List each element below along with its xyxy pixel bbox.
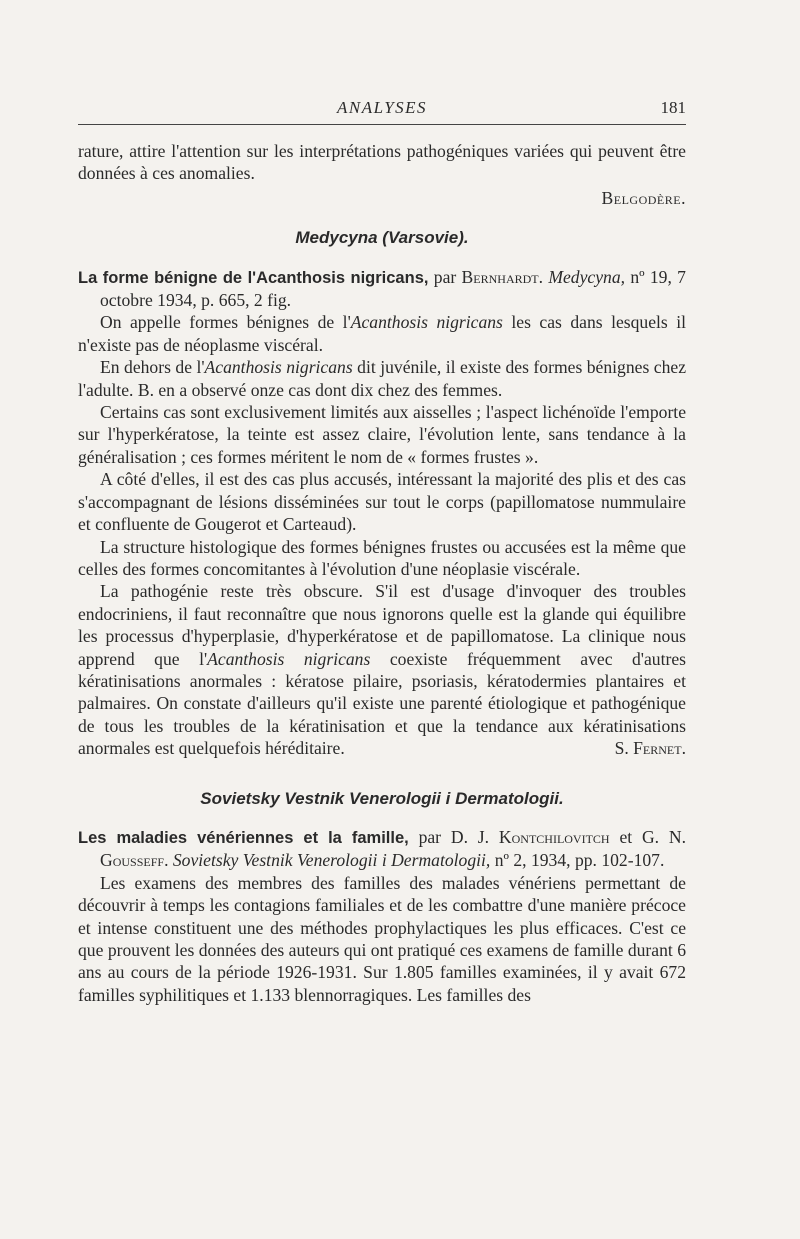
journal-heading-medycyna: Medycyna (Varsovie). xyxy=(295,228,469,248)
page-number: 181 xyxy=(660,98,686,117)
paragraph: A côté d'elles, il est des cas plus accusés, intéressant la majorité des plis et des cas s'accompagnant de lésions disséminées sur tout le corps (papillomatose nummulaire et confluente de Gougerot et Carteaud). xyxy=(78,469,686,535)
journal-heading-sovietsky: Sovietsky Vestnik Venerologii i Dermatologii. xyxy=(200,788,564,808)
author-name: Bernhardt. xyxy=(461,266,544,287)
author-name: Gousseff. xyxy=(100,850,169,871)
page-header xyxy=(78,96,686,125)
article-title: Les maladies vénériennes et la famille, xyxy=(78,828,409,847)
citation-journal: Medycyna, xyxy=(548,266,626,287)
paragraph: En dehors de l'Acanthosis nigricans dit juvénile, il existe des formes bénignes chez l'adulte. B. en a observé onze cas dont dix chez des femmes. xyxy=(78,357,686,400)
citation-details: nº 19, 7 octobre 1934, p. 665, 2 fig. xyxy=(100,266,686,311)
signature-fernet: S. Fernet. xyxy=(614,738,686,759)
and-word: et G. N. xyxy=(619,826,687,847)
article-reference-maladies xyxy=(78,826,686,872)
article-reference-acanthosis xyxy=(78,266,686,312)
running-title: ANALYSES xyxy=(336,98,428,117)
citation-journal: Sovietsky Vestnik Venerologii i Dermatologii, xyxy=(172,850,491,871)
paragraph: La structure histologique des formes bénignes frustes ou accusées est la même que celles des formes concomitantes à l'évolution d'une néoplasie viscérale. xyxy=(78,536,686,579)
article-title: La forme bénigne de l'Acanthosis nigricans, xyxy=(78,268,429,287)
paragraph: Certains cas sont exclusivement limités aux aisselles ; l'aspect lichénoïde l'emporte sur l'hyperkératose, la teinte est assez claire, l'évolution lente, sans tendance à la généralisation ; ces formes méritent le nom de « formes frustes ». xyxy=(78,402,686,467)
paragraph: La pathogénie reste très obscure. S'il est d'usage d'invoquer des troubles endocriniens, il faut reconnaître que nous ignorons quelle est la glande qui équilibre les processus d'hyperplasie, d'hyperkératose et de papillomatose. La clinique nous apprend que l'Acanthosis nigricans coexiste fréquemment avec d'autres kératinisations anormales : kératose pilaire, psoriasis, kératodermies plantaires et palmaires. On constate d'ailleurs qu'il existe une parenté étiologique et pathogénique de tous les troubles de la kératinisation et que la tendance aux kératinisations anormales est quelquefois héréditaire. S. Fernet. xyxy=(78,581,686,759)
by-word: par D. J. xyxy=(418,826,490,847)
signature-belgodere: Belgodère. xyxy=(601,187,686,208)
paragraph: Les examens des membres des familles des malades vénériens permettant de découvrir à temps les contagions familiales et de les combattre d'une manière précoce et intense constituent une des méthodes prophylactiques les plus efficaces. C'est ce que prouvent les données des auteurs qui ont pratiqué ces examens de famille durant 6 ans au cours de la période 1926-1931. Sur 1.805 familles examinées, il y avait 672 familles syphilitiques et 1.133 blennorragiques. Les familles des xyxy=(78,872,686,1005)
page-content xyxy=(78,140,686,1006)
author-name: Kontchilovitch xyxy=(498,826,610,847)
previous-article-ending: rature, attire l'attention sur les interprétations pathogéniques variées qui peuvent être données à ces anomalies. xyxy=(78,141,686,184)
by-word: par xyxy=(433,266,457,287)
paragraph: On appelle formes bénignes de l'Acanthosis nigricans les cas dans lesquels il n'existe pas de néoplasme viscéral. xyxy=(78,312,686,355)
citation-details: nº 2, 1934, pp. 102-107. xyxy=(494,850,665,871)
